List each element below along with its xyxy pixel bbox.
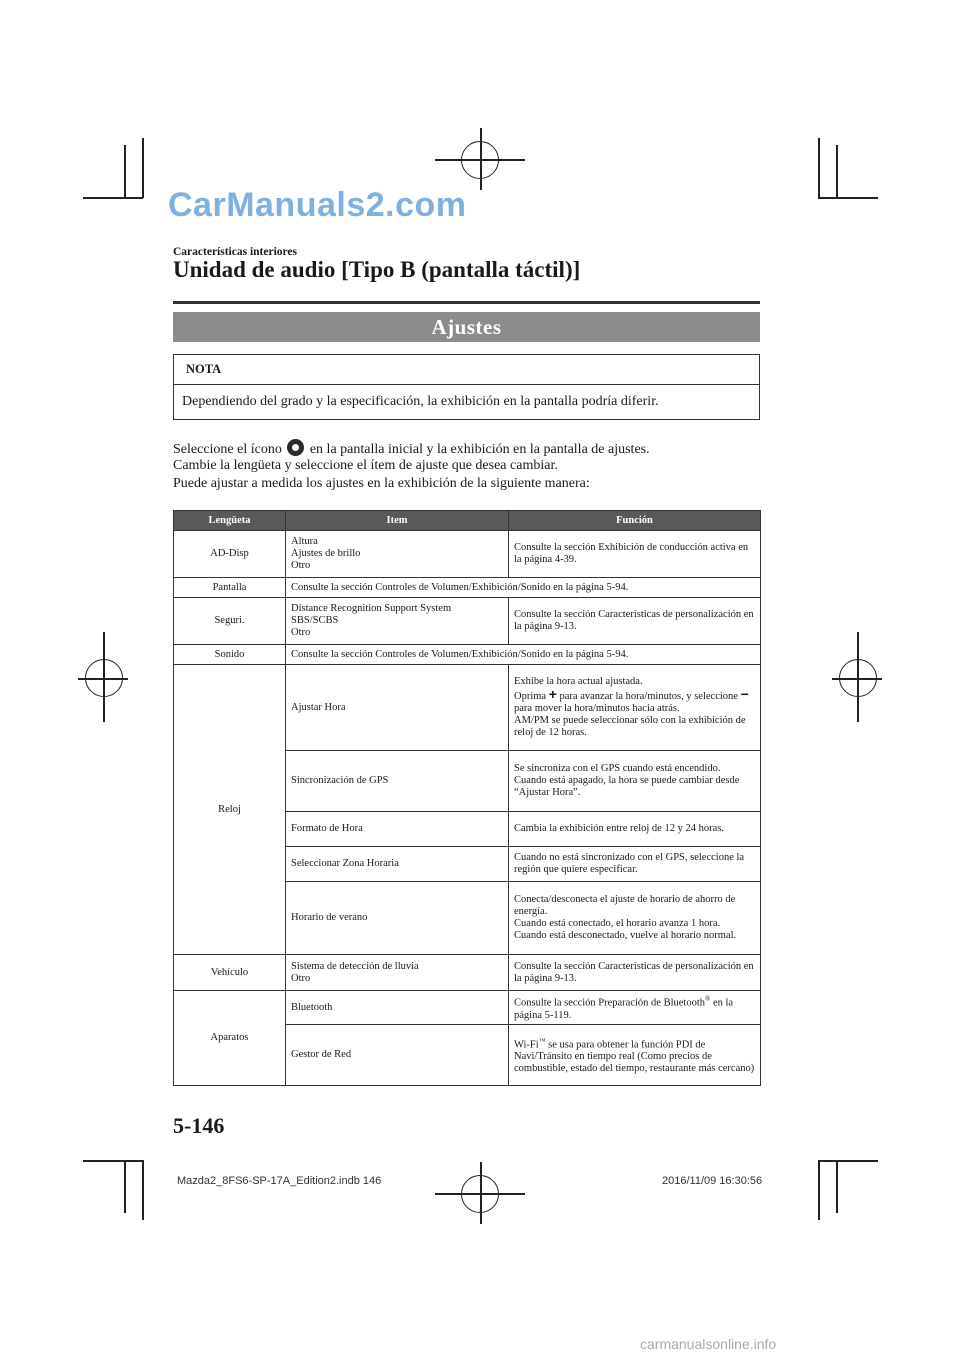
item-cell: Ajustar Hora bbox=[286, 665, 509, 751]
item-text: Ajustes de brillo bbox=[291, 548, 361, 559]
registered-mark: ® bbox=[705, 995, 711, 1004]
item-text: Distance Recognition Support System bbox=[291, 603, 452, 614]
header-funcion: Función bbox=[509, 511, 761, 531]
intro-text: en la pantalla inicial y la exhibición en la pantalla de ajustes. bbox=[309, 442, 650, 457]
crop-mark bbox=[124, 145, 126, 198]
function-cell bbox=[509, 1025, 761, 1086]
item-cell: Seleccionar Zona Horaria bbox=[286, 847, 509, 882]
crop-mark bbox=[83, 1160, 143, 1162]
trademark-mark: ™ bbox=[538, 1036, 546, 1045]
plus-icon: + bbox=[548, 686, 557, 702]
item-text: SBS/SCBS bbox=[291, 615, 339, 626]
table-row bbox=[174, 598, 761, 645]
footer-file-info: Mazda2_8FS6-SP-17A_Edition2.indb 146 bbox=[177, 1175, 382, 1187]
function-cell bbox=[509, 991, 761, 1025]
item-cell: Horario de verano bbox=[286, 882, 509, 955]
section-banner: Ajustes bbox=[173, 312, 760, 342]
tab-cell: Aparatos bbox=[174, 991, 286, 1086]
table-row bbox=[174, 531, 761, 578]
header-lengueta: Lengüeta bbox=[174, 511, 286, 531]
function-text: Oprima bbox=[514, 691, 547, 702]
intro-line-1 bbox=[173, 439, 650, 458]
crop-mark bbox=[124, 1160, 126, 1213]
note-box bbox=[173, 354, 760, 420]
crop-mark bbox=[142, 138, 144, 198]
function-text: Se sincroniza con el GPS cuando está encendido. bbox=[514, 763, 721, 774]
function-cell: Consulte la sección Características de personalización en la página 9-13. bbox=[509, 598, 761, 645]
function-text bbox=[514, 688, 755, 715]
title-divider bbox=[173, 301, 760, 304]
function-text: para avanzar la hora/minutos, y seleccione bbox=[559, 691, 738, 702]
watermark-logo[interactable]: CarManuals2.com bbox=[168, 186, 467, 224]
registration-mark bbox=[839, 659, 877, 697]
tab-cell: Pantalla bbox=[174, 578, 286, 598]
function-cell: Consulte la sección Características de personalización en la página 9-13. bbox=[509, 955, 761, 991]
tab-cell: AD-Disp bbox=[174, 531, 286, 578]
function-text: Cuando está conectado, el horario avanza 1 hora. Cuando está desconectado, vuelve al horario normal. bbox=[514, 918, 737, 941]
note-text: Dependiendo del grado y la especificación, la exhibición en la pantalla podría diferir. bbox=[182, 394, 659, 409]
function-cell bbox=[509, 665, 761, 751]
function-cell: Cambia la exhibición entre reloj de 12 y 24 horas. bbox=[509, 812, 761, 847]
settings-table bbox=[173, 510, 761, 1086]
item-cell: Bluetooth bbox=[286, 991, 509, 1025]
table-row bbox=[174, 991, 761, 1025]
crop-mark bbox=[836, 145, 838, 198]
item-cell bbox=[286, 598, 509, 645]
tab-cell: Vehículo bbox=[174, 955, 286, 991]
function-cell: Cuando no está sincronizado con el GPS, seleccione la región que quiere especificar. bbox=[509, 847, 761, 882]
minus-icon: − bbox=[740, 686, 749, 702]
function-text: Cuando está apagado, la hora se puede cambiar desde “Ajustar Hora”. bbox=[514, 775, 740, 798]
function-cell bbox=[509, 751, 761, 812]
item-cell bbox=[286, 955, 509, 991]
section-label: Características interiores bbox=[173, 246, 298, 258]
page-number: 5-146 bbox=[173, 1113, 225, 1138]
table-row bbox=[174, 955, 761, 991]
crop-mark bbox=[818, 1160, 820, 1220]
span-cell: Consulte la sección Controles de Volumen/Exhibición/Sonido en la página 5-94. bbox=[286, 578, 761, 598]
header-item: Item bbox=[286, 511, 509, 531]
function-text: Exhibe la hora actual ajustada. bbox=[514, 676, 643, 687]
intro-line-3: Puede ajustar a medida los ajustes en la exhibición de la siguiente manera: bbox=[173, 476, 590, 491]
registration-mark bbox=[85, 659, 123, 697]
item-text: Otro bbox=[291, 627, 311, 638]
table-row bbox=[174, 645, 761, 665]
settings-gear-icon bbox=[287, 439, 304, 456]
item-cell bbox=[286, 531, 509, 578]
item-text: Altura bbox=[291, 536, 318, 547]
crop-mark bbox=[142, 1160, 144, 1220]
crop-mark bbox=[818, 197, 878, 199]
page-title: Unidad de audio [Tipo B (pantalla táctil)] bbox=[173, 257, 581, 282]
function-cell: Consulte la sección Exhibición de conducción activa en la página 4-39. bbox=[509, 531, 761, 578]
registration-mark bbox=[461, 1175, 499, 1213]
function-text: para mover la hora/minutos hacia atrás. bbox=[514, 703, 680, 714]
function-cell bbox=[509, 882, 761, 955]
item-cell: Formato de Hora bbox=[286, 812, 509, 847]
function-text: Wi-Fi bbox=[514, 1039, 539, 1051]
table-header-row bbox=[174, 511, 761, 531]
function-text: AM/PM se puede seleccionar sólo con la exhibición de reloj de 12 horas. bbox=[514, 715, 746, 738]
tab-cell: Reloj bbox=[174, 665, 286, 955]
crop-mark bbox=[836, 1160, 838, 1213]
tab-cell: Seguri. bbox=[174, 598, 286, 645]
table-row bbox=[174, 578, 761, 598]
span-cell: Consulte la sección Controles de Volumen/Exhibición/Sonido en la página 5-94. bbox=[286, 645, 761, 665]
crop-mark bbox=[83, 197, 143, 199]
note-divider bbox=[174, 384, 759, 385]
crop-mark bbox=[818, 1160, 878, 1162]
intro-line-2: Cambie la lengüeta y seleccione el ítem de ajuste que desea cambiar. bbox=[173, 458, 558, 473]
function-text: Consulte la sección Preparación de Bluetooth bbox=[514, 997, 705, 1009]
footer-timestamp: 2016/11/09 16:30:56 bbox=[662, 1175, 763, 1187]
table-row bbox=[174, 665, 761, 751]
function-text: Conecta/desconecta el ajuste de horario de ahorro de energía. bbox=[514, 894, 736, 917]
note-title: NOTA bbox=[186, 362, 222, 376]
item-cell: Sincronización de GPS bbox=[286, 751, 509, 812]
intro-text: Seleccione el ícono bbox=[173, 442, 282, 457]
function-text: en la página 5-119. bbox=[514, 997, 734, 1021]
function-text: se usa para obtener la función PDI de Navi/Tránsito en tiempo real (Como precios de combustible, estado del tiempo, restaurante más cercano) bbox=[514, 1039, 755, 1075]
item-cell: Gestor de Red bbox=[286, 1025, 509, 1086]
crop-mark bbox=[818, 138, 820, 198]
tab-cell: Sonido bbox=[174, 645, 286, 665]
bottom-watermark[interactable]: carmanualsonline.info bbox=[640, 1336, 777, 1352]
item-text: Otro bbox=[291, 972, 311, 984]
item-text: Otro bbox=[291, 560, 311, 571]
registration-mark bbox=[461, 141, 499, 179]
item-text: Sistema de detección de lluvia bbox=[291, 960, 419, 972]
